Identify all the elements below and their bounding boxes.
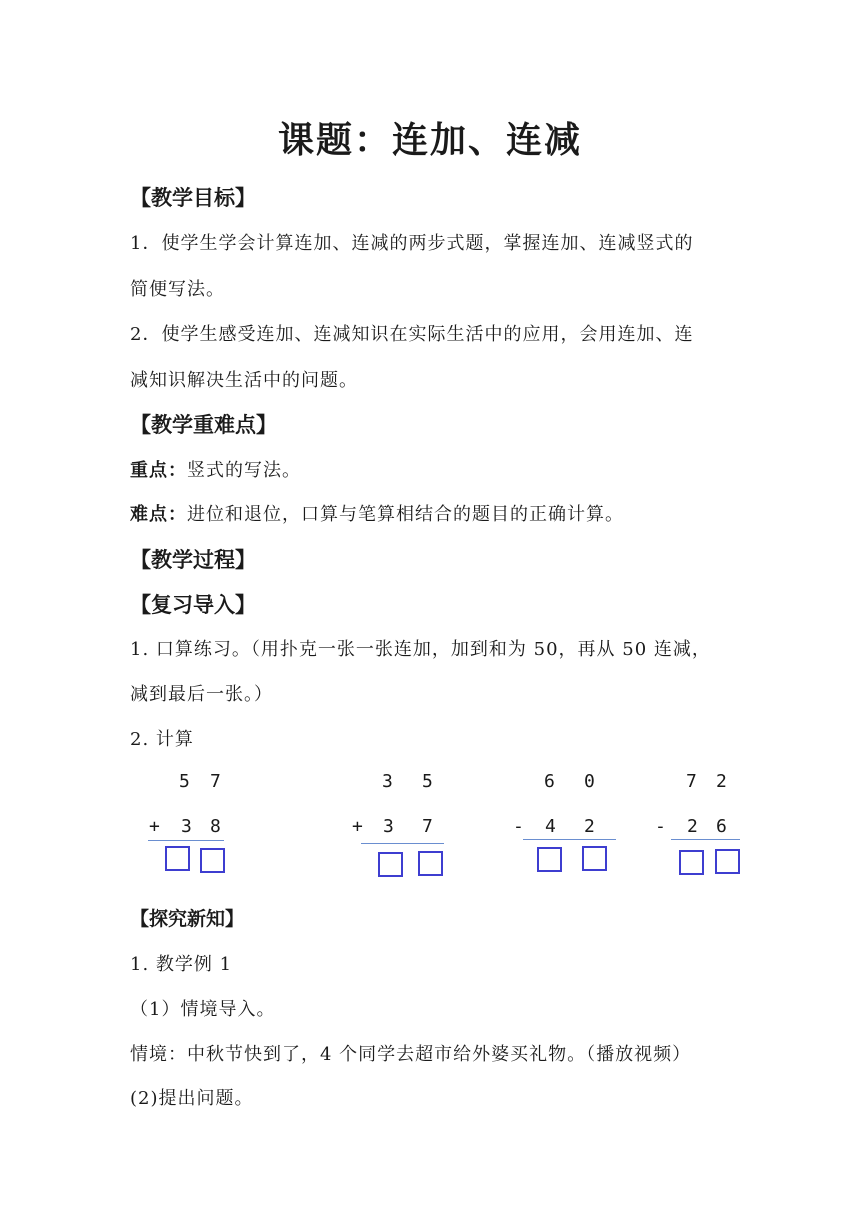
heading-review: 【复习导入】 [130, 593, 256, 617]
goal-1-line-2: 简便写法。 [130, 279, 225, 300]
problem-4-bottom-ones: 6 [716, 816, 727, 837]
difficult-point-label: 难点： [130, 504, 187, 525]
example-1: 1. 教学例 1 [130, 954, 233, 975]
problem-3-top-tens: 6 [544, 771, 555, 792]
heading-teaching-process: 【教学过程】 [130, 548, 256, 572]
problem-1-bottom-ones: 8 [210, 816, 221, 837]
problem-3-bottom-tens: 4 [545, 816, 556, 837]
problem-4-rule [671, 839, 740, 840]
problem-4-bottom-tens: 2 [687, 816, 698, 837]
difficult-point-text: 进位和退位，口算与笔算相结合的题目的正确计算。 [187, 504, 624, 525]
problem-3-rule [523, 839, 616, 840]
problem-4-top-ones: 2 [716, 771, 727, 792]
problem-1-top-tens: 5 [179, 771, 190, 792]
problem-3-operator: - [513, 816, 524, 837]
problem-2-operator: + [352, 816, 363, 837]
problem-2-rule [361, 843, 444, 844]
key-point-line [130, 456, 301, 482]
goal-1-line-1: 1．使学生学会计算连加、连减的两步式题，掌握连加、连减竖式的 [130, 233, 694, 254]
heading-teaching-goals: 【教学目标】 [130, 186, 256, 210]
heading-explore-new-knowledge: 【探究新知】 [130, 908, 245, 930]
problem-3-answer-box-tens[interactable] [537, 847, 562, 872]
problem-2-bottom-tens: 3 [383, 816, 394, 837]
key-point-text: 竖式的写法。 [187, 460, 301, 481]
problem-2-bottom-ones: 7 [422, 816, 433, 837]
goal-2-line-2: 减知识解决生活中的问题。 [130, 370, 358, 391]
problem-2-answer-box-ones[interactable] [418, 851, 443, 876]
problem-1-rule [148, 840, 224, 841]
review-1-line-1: 1. 口算练习。（用扑克一张一张连加，加到和为 50，再从 50 连减， [130, 639, 711, 660]
problem-1-answer-box-tens[interactable] [165, 846, 190, 871]
goal-2-line-1: 2．使学生感受连加、连减知识在实际生活中的应用，会用连加、连 [130, 324, 694, 345]
heading-key-points: 【教学重难点】 [130, 413, 277, 437]
problem-3-answer-box-ones[interactable] [582, 846, 607, 871]
step-2-ask-question: (2)提出问题。 [130, 1088, 254, 1109]
problem-4-operator: - [655, 816, 666, 837]
problem-2-answer-box-tens[interactable] [378, 852, 403, 877]
page-title: 课题：连加、连减 [277, 120, 582, 161]
problem-2-top-ones: 5 [422, 771, 433, 792]
review-1-line-2: 减到最后一张。） [130, 684, 273, 705]
problem-1-operator: + [149, 816, 160, 837]
problem-4-answer-box-ones[interactable] [715, 849, 740, 874]
problem-1-answer-box-ones[interactable] [200, 848, 225, 873]
problem-4-answer-box-tens[interactable] [679, 850, 704, 875]
scenario-text: 情境：中秋节快到了，4 个同学去超市给外婆买礼物。（播放视频） [130, 1044, 692, 1065]
problem-4-top-tens: 7 [686, 771, 697, 792]
problem-1-bottom-tens: 3 [181, 816, 192, 837]
review-2: 2. 计算 [130, 729, 194, 750]
difficult-point-line [130, 500, 624, 526]
key-point-label: 重点： [130, 460, 187, 481]
problem-2-top-tens: 3 [382, 771, 393, 792]
step-1-scenario-intro: （1）情境导入。 [130, 999, 276, 1020]
problem-3-bottom-ones: 2 [584, 816, 595, 837]
problem-1-top-ones: 7 [210, 771, 221, 792]
problem-3-top-ones: 0 [584, 771, 595, 792]
